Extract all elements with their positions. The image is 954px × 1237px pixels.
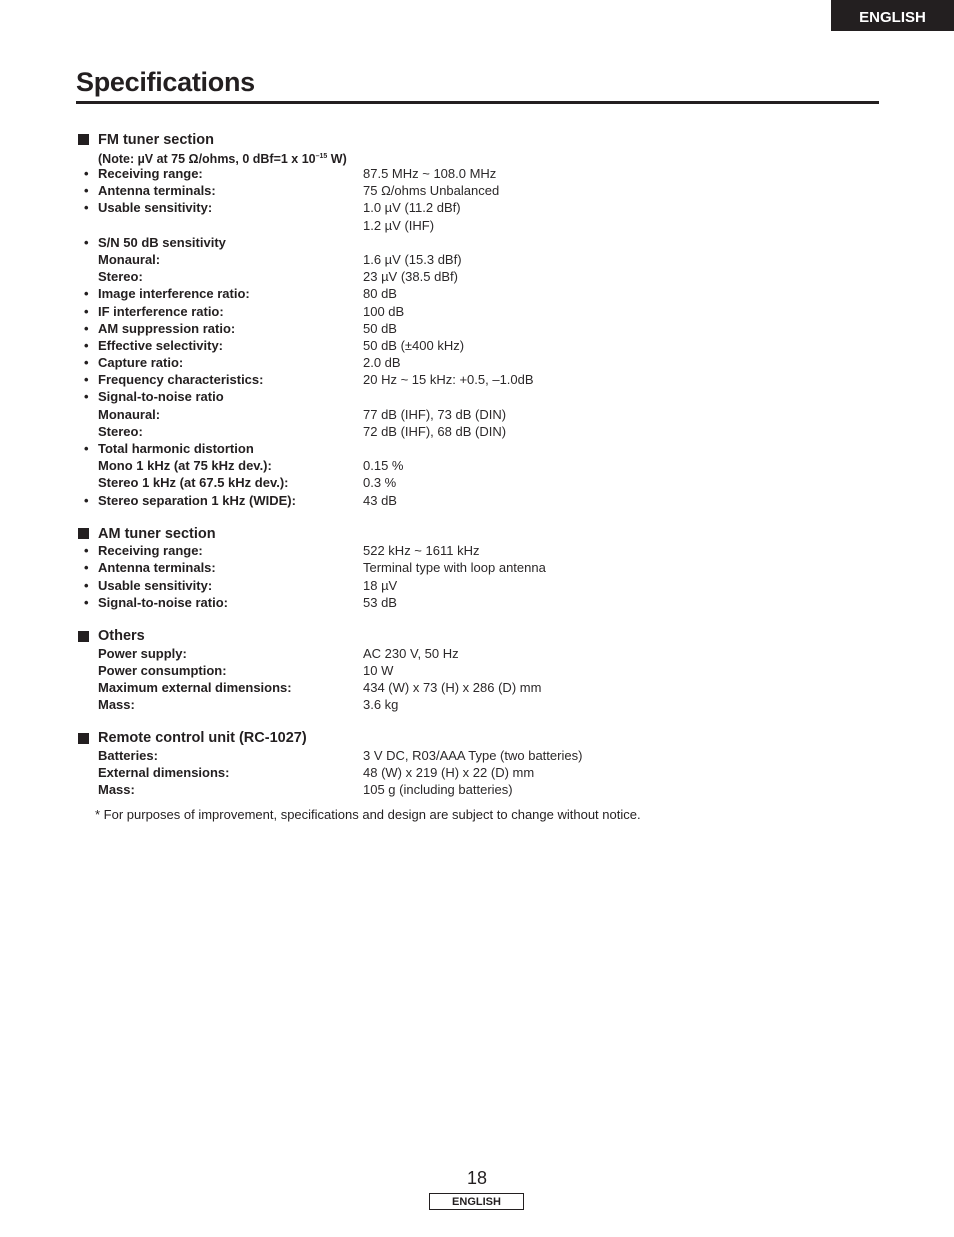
remote-spec-list	[78, 747, 878, 799]
spec-label: Stereo:	[98, 269, 143, 285]
others-section-title: Others	[98, 628, 145, 644]
spec-row	[78, 457, 878, 474]
spec-label: Frequency characteristics:	[98, 372, 264, 388]
spec-value: 434 (W) x 73 (H) x 286 (D) mm	[363, 679, 542, 695]
bullet-icon	[78, 457, 98, 474]
bullet-icon	[78, 423, 98, 440]
spec-row	[78, 696, 878, 713]
spec-row	[78, 645, 878, 662]
spec-row	[78, 474, 878, 491]
bullet-icon: •	[84, 389, 89, 405]
bullet-icon: •	[84, 492, 89, 508]
fm-note-exponent: –15	[315, 153, 328, 160]
bullet-icon: •	[84, 577, 89, 593]
bullet-icon: •	[84, 234, 89, 250]
bullet-icon: •	[84, 441, 89, 456]
spec-label: Signal-to-noise ratio	[98, 389, 224, 405]
spec-label: Mono 1 kHz (at 75 kHz dev.):	[98, 458, 272, 474]
bullet-icon	[78, 662, 98, 679]
others-section-heading	[78, 628, 878, 645]
bullet-icon: •	[84, 372, 89, 388]
spec-row	[78, 251, 878, 268]
title-rule	[76, 101, 879, 104]
bullet-icon	[78, 645, 98, 662]
spec-value: 50 dB (±400 kHz)	[363, 337, 465, 353]
spec-label: Signal-to-noise ratio:	[98, 594, 228, 610]
spec-row	[78, 388, 878, 405]
spec-value: 100 dB	[363, 303, 405, 319]
bullet-icon: •	[84, 543, 89, 559]
spec-value	[363, 388, 878, 405]
bullet-icon	[78, 764, 98, 781]
spec-row	[78, 285, 878, 302]
bullet-icon	[78, 474, 98, 491]
spec-label: Image interference ratio:	[98, 286, 250, 302]
square-bullet-icon	[78, 528, 89, 539]
spec-row	[78, 217, 878, 234]
spec-row	[78, 371, 878, 388]
spec-row	[78, 559, 878, 576]
spec-value: 53 dB	[363, 594, 397, 610]
spec-label: Usable sensitivity:	[98, 577, 213, 593]
remote-section-title: Remote control unit (RC-1027)	[98, 730, 307, 747]
spec-row	[78, 303, 878, 320]
am-section-heading	[78, 525, 878, 542]
spec-content	[78, 131, 878, 823]
spec-value: 1.6 µV (15.3 dBf)	[363, 251, 462, 267]
spec-row	[78, 199, 878, 216]
bullet-icon	[78, 679, 98, 696]
bullet-icon: •	[84, 337, 89, 353]
bullet-icon: •	[84, 303, 89, 319]
spec-label: Capture ratio:	[98, 355, 184, 371]
spec-row	[78, 182, 878, 199]
spec-label: Batteries:	[98, 747, 158, 763]
spec-value: 80 dB	[363, 286, 397, 302]
spec-label: Antenna terminals:	[98, 560, 216, 576]
remote-section-heading	[78, 730, 878, 747]
spec-value: 0.3 %	[363, 475, 397, 491]
spec-label: Stereo separation 1 kHz (WIDE):	[98, 492, 296, 508]
spec-value	[363, 440, 878, 457]
spec-row	[78, 679, 878, 696]
spec-row	[78, 423, 878, 440]
spec-label: Receiving range:	[98, 543, 203, 559]
spec-row	[78, 320, 878, 337]
bullet-icon	[78, 696, 98, 713]
spec-value: Terminal type with loop antenna	[363, 560, 546, 576]
spec-row	[78, 492, 878, 509]
spec-value: 75 Ω/ohms Unbalanced	[363, 183, 500, 199]
spec-label: Power consumption:	[98, 662, 227, 678]
square-bullet-icon	[78, 733, 89, 744]
spec-row	[78, 577, 878, 594]
bullet-icon: •	[84, 594, 89, 610]
fm-note-text: (Note: µV at 75 Ω/ohms, 0 dBf=1 x 10	[98, 152, 316, 167]
bullet-icon: •	[84, 183, 89, 199]
spec-label: Effective selectivity:	[98, 337, 224, 353]
spec-value: 0.15 %	[363, 458, 404, 474]
page-title: Specifications	[76, 67, 255, 97]
spec-row	[78, 440, 878, 457]
spec-label: Stereo:	[98, 423, 143, 439]
footer-language-label: ENGLISH	[429, 1193, 524, 1210]
square-bullet-icon	[78, 134, 89, 145]
spec-row	[78, 354, 878, 371]
bullet-icon: •	[84, 166, 89, 181]
fm-section-heading	[78, 131, 878, 148]
spec-value: 3 V DC, R03/AAA Type (two batteries)	[363, 747, 583, 763]
spec-value: 18 µV	[363, 577, 398, 593]
spec-label: Antenna terminals:	[98, 183, 216, 199]
spec-row	[78, 337, 878, 354]
spec-row	[78, 662, 878, 679]
spec-row	[78, 747, 878, 764]
spec-value: 10 W	[363, 662, 394, 678]
spec-value: 105 g (including batteries)	[363, 782, 513, 798]
spec-row	[78, 542, 878, 559]
spec-row	[78, 165, 878, 182]
spec-label: Receiving range:	[98, 166, 203, 181]
am-spec-list	[78, 542, 878, 611]
bullet-icon: •	[84, 355, 89, 371]
others-spec-list	[78, 645, 878, 714]
spec-label: AM suppression ratio:	[98, 320, 236, 336]
spec-label: Mass:	[98, 697, 135, 713]
spec-label: Mass:	[98, 782, 135, 798]
spec-value: 72 dB (IHF), 68 dB (DIN)	[363, 423, 507, 439]
spec-label: Total harmonic distortion	[98, 441, 254, 456]
bullet-icon: •	[84, 200, 89, 216]
spec-label: IF interference ratio:	[98, 303, 224, 319]
spec-label: S/N 50 dB sensitivity	[98, 234, 226, 250]
spec-label: Monaural:	[98, 251, 161, 267]
footnote: * For purposes of improvement, specifications and design are subject to change without notice.	[95, 807, 641, 823]
bullet-icon	[78, 747, 98, 764]
fm-spec-list	[78, 165, 878, 509]
spec-row	[78, 594, 878, 611]
spec-value: 20 Hz ~ 15 kHz: +0.5, –1.0dB	[363, 372, 534, 388]
fm-note-end: W)	[327, 152, 347, 167]
fm-note	[78, 148, 878, 165]
bullet-icon	[78, 268, 98, 285]
spec-value: 48 (W) x 219 (H) x 22 (D) mm	[363, 764, 535, 780]
spec-row	[78, 406, 878, 423]
spec-label	[98, 217, 363, 234]
spec-value: 3.6 kg	[363, 697, 399, 713]
spec-label: External dimensions:	[98, 764, 230, 780]
spec-value: 23 µV (38.5 dBf)	[363, 269, 458, 285]
spec-value: AC 230 V, 50 Hz	[363, 645, 459, 661]
spec-label: Usable sensitivity:	[98, 200, 213, 216]
am-section-title: AM tuner section	[98, 525, 216, 542]
bullet-icon	[78, 217, 98, 234]
bullet-icon: •	[84, 320, 89, 336]
spec-row	[78, 781, 878, 798]
bullet-icon: •	[84, 286, 89, 302]
spec-value: 522 kHz ~ 1611 kHz	[363, 543, 480, 559]
fm-section-title: FM tuner section	[98, 131, 215, 148]
spec-row	[78, 268, 878, 285]
spec-value: 2.0 dB	[363, 355, 401, 371]
bullet-icon	[78, 406, 98, 423]
spec-value	[363, 234, 878, 251]
spec-row	[78, 764, 878, 781]
page-number: 18	[466, 1168, 488, 1188]
spec-row	[78, 234, 878, 251]
bullet-icon	[78, 781, 98, 798]
spec-label: Power supply:	[98, 645, 187, 661]
bullet-icon	[78, 251, 98, 268]
spec-label: Stereo 1 kHz (at 67.5 kHz dev.):	[98, 475, 289, 491]
spec-label: Maximum external dimensions:	[98, 679, 292, 695]
spec-value: 87.5 MHz ~ 108.0 MHz	[363, 166, 497, 181]
spec-value: 1.2 µV (IHF)	[363, 217, 435, 233]
spec-label: Monaural:	[98, 406, 161, 422]
spec-value: 43 dB	[363, 492, 397, 508]
square-bullet-icon	[78, 631, 89, 642]
spec-value: 1.0 µV (11.2 dBf)	[363, 200, 461, 216]
language-tab: ENGLISH	[831, 0, 954, 31]
bullet-icon: •	[84, 560, 89, 576]
spec-value: 77 dB (IHF), 73 dB (DIN)	[363, 406, 507, 422]
spec-value: 50 dB	[363, 320, 397, 336]
